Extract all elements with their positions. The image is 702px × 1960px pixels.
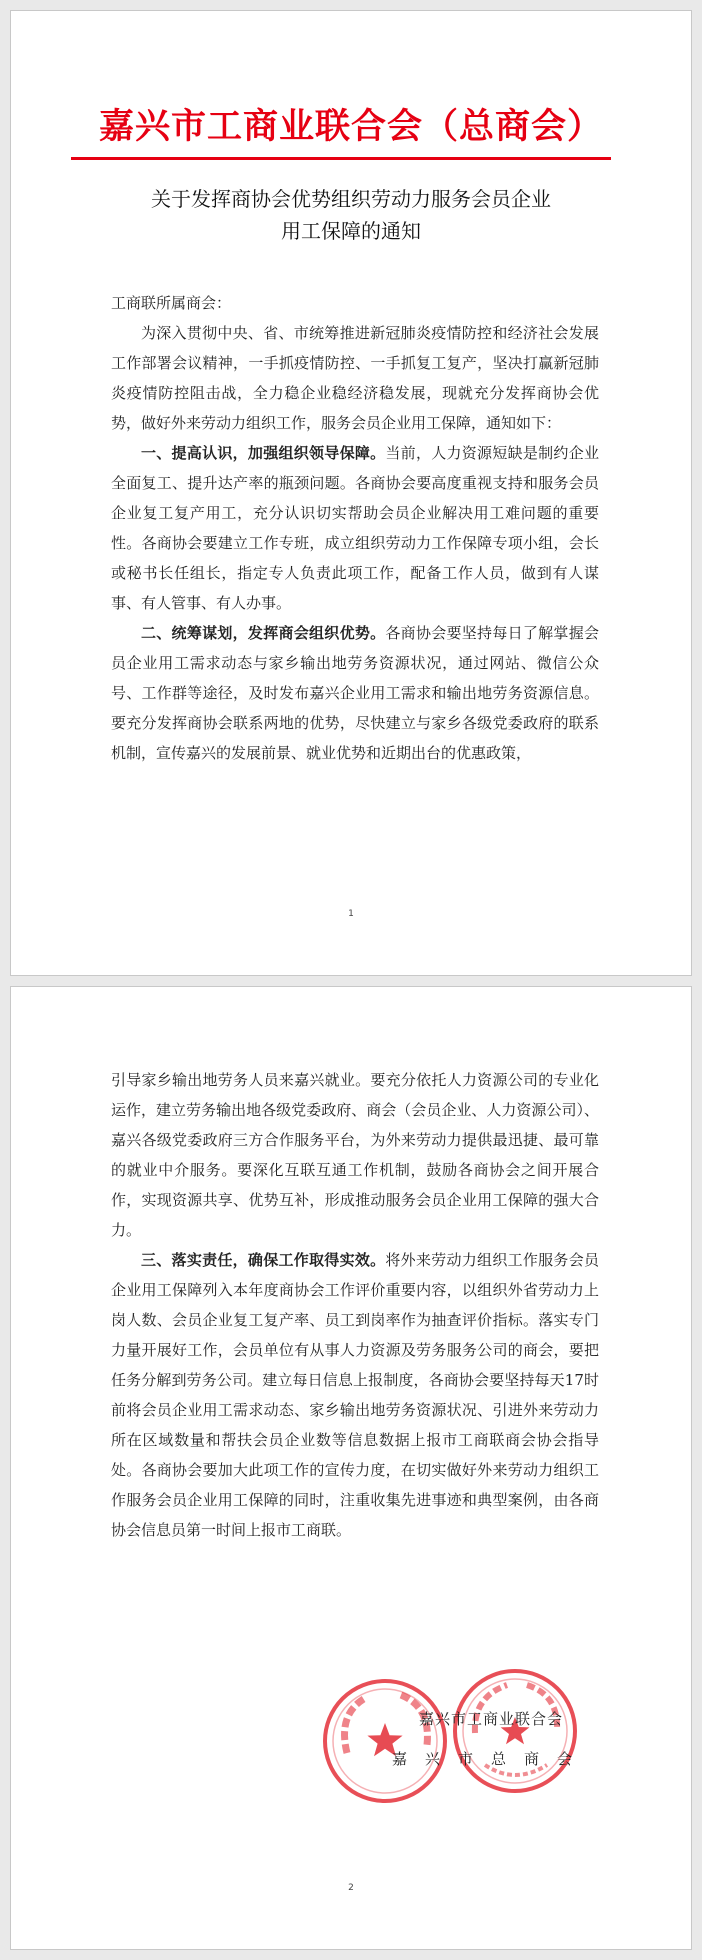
- section-1-heading: 一、提高认识，加强组织领导保障。: [141, 444, 386, 462]
- document-page-1: [10, 10, 692, 976]
- section-1-text: 当前，人力资源短缺是制约企业全面复工、提升达产率的瓶颈问题。各商协会要高度重视支持和服务会员企业复工复产用工，充分认识切实帮助会员企业解决用工难问题的重要性。各商协会要建立工作专班，成立组织劳动力工作保障专项小组，会长或秘书长任组长，指定专人负责此项工作，配备工作人员，做到有人谋事、有人管事、有人办事。: [111, 444, 599, 612]
- signature-federation: 嘉兴市工商业联合会: [418, 1710, 563, 1728]
- section-3-paragraph: [111, 1245, 599, 1545]
- section-2-heading: 二、统筹谋划，发挥商会组织优势。: [141, 624, 386, 642]
- letterhead: 嘉兴市工商业联合会（总商会）: [98, 107, 603, 147]
- page-number-1: 1: [348, 909, 354, 919]
- document-title: [11, 183, 691, 247]
- section-2-continuation: 引导家乡输出地劳务人员来嘉兴就业。要充分依托人力资源公司的专业化运作，建立劳务输出地各级党委政府、商会（会员企业、人力资源公司）、嘉兴各级党委政府三方合作服务平台，为外来劳动力提供最迅捷、最可靠的就业中介服务。要深化互联互通工作机制，鼓励各商协会之间开展合作，实现资源共享、优势互补，形成推动服务会员企业用工保障的强大合力。: [111, 1071, 599, 1239]
- intro-paragraph: 为深入贯彻中央、省、市统筹推进新冠肺炎疫情防控和经济社会发展工作部署会议精神，一手抓疫情防控、一手抓复工复产，坚决打赢新冠肺炎疫情防控阻击战，全力稳企业稳经济稳发展，现就充分发挥商协会优势，做好外来劳动力组织工作，服务会员企业用工保障，通知如下：: [111, 324, 599, 432]
- letterhead-red-rule: [71, 157, 611, 160]
- section-1-paragraph: [111, 438, 599, 618]
- document-page-2: [10, 986, 692, 1950]
- title-line-2: 用工保障的通知: [281, 219, 421, 243]
- signature-chamber: 嘉兴市总商会: [391, 1750, 590, 1768]
- section-2-text: 各商协会要坚持每日了解掌握会员企业用工需求动态与家乡输出地劳务资源状况，通过网站、微信公众号、工作群等途径，及时发布嘉兴企业用工需求和输出地劳务资源信息。要充分发挥商协会联系两地的优势，尽快建立与家乡各级党委政府的联系机制，宣传嘉兴的发展前景、就业优势和近期出台的优惠政策，: [111, 624, 599, 762]
- title-line-1: 关于发挥商协会优势组织劳动力服务会员企业: [151, 187, 551, 211]
- page-1-body: [111, 288, 599, 768]
- section-3-text: 将外来劳动力组织工作服务会员企业用工保障列入本年度商协会工作评价重要内容，以组织外省劳动力上岗人数、会员企业复工复产率、员工到岗率作为抽查评价指标。落实专门力量开展好工作，会员单位有从事人力资源及劳务服务公司的商会，要把任务分解到劳务公司。建立每日信息上报制度，各商协会要坚持每天17时前将会员企业用工需求动态、家乡输出地劳务资源状况、引进外来劳动力所在区域数量和帮扶会员企业数等信息数据上报市工商联商会协会指导处。各商协会要加大此项工作的宣传力度，在切实做好外来劳动力组织工作服务会员企业用工保障的同时，注重收集先进事迹和典型案例，由各商协会信息员第一时间上报市工商联。: [111, 1251, 599, 1539]
- section-3-heading: 三、落实责任，确保工作取得实效。: [141, 1251, 386, 1269]
- page-number-2: 2: [348, 1883, 354, 1893]
- page-2-body: [111, 1065, 599, 1545]
- salutation: 工商联所属商会：: [111, 294, 232, 312]
- section-2-paragraph: [111, 618, 599, 768]
